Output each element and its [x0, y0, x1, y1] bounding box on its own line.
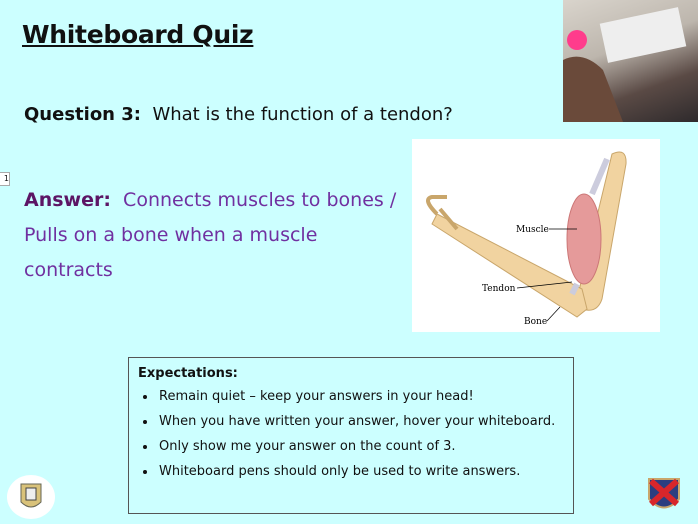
answer-label: Answer: — [24, 189, 111, 211]
question-label: Question 3: — [24, 104, 141, 125]
school-crest-logo — [6, 474, 56, 524]
expectation-item: • Whiteboard pens should only be used to write answers. — [157, 464, 573, 479]
answer-line: Connects muscles to bones / — [123, 189, 397, 211]
answer-line: Pulls on a bone when a muscle — [24, 224, 318, 246]
slide-number: 1 — [0, 172, 10, 186]
slide-title: Whiteboard Quiz — [22, 20, 254, 49]
bone-label: Bone — [524, 317, 548, 327]
question — [24, 104, 453, 125]
arm-diagram — [412, 139, 660, 332]
muscle-label: Muscle — [516, 225, 549, 235]
classroom-photo — [563, 0, 698, 122]
question-text: What is the function of a tendon? — [152, 104, 453, 125]
expectations-heading: Expectations: — [138, 366, 238, 381]
house-crest-logo — [646, 474, 682, 520]
expectation-item: • Remain quiet – keep your answers in your head! — [157, 389, 573, 404]
expectations-box — [128, 357, 574, 514]
answer — [24, 183, 404, 288]
expectation-item: • When you have written your answer, hover your whiteboard. — [157, 414, 573, 429]
tendon-label: Tendon — [482, 284, 516, 294]
expectation-item: • Only show me your answer on the count of 3. — [157, 439, 573, 454]
answer-line: contracts — [24, 259, 113, 281]
